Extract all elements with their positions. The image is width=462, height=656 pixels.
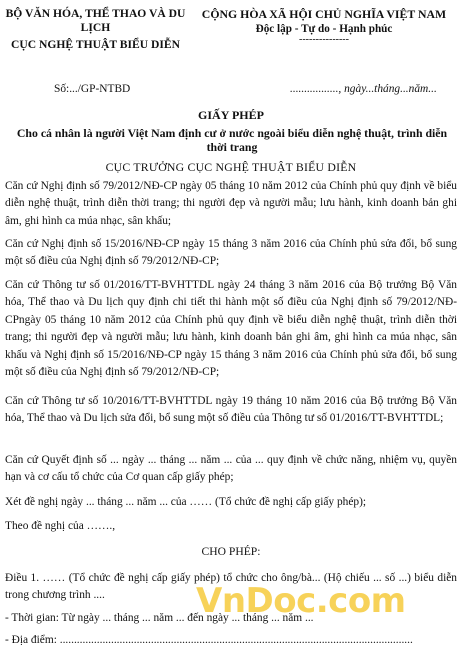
national-header <box>190 7 458 45</box>
proposal-paragraph: Xét đề nghị ngày ... tháng ... năm ... của …… (Tổ chức đề nghị cấp giấy phép); <box>5 496 367 508</box>
department-name: CỤC NGHỆ THUẬT BIỂU DIỄN <box>10 38 180 51</box>
nation-name: CỘNG HÒA XÃ HỘI CHỦ NGHĨA VIỆT NAM <box>201 7 447 21</box>
document-number: Số:.../GP-NTBD <box>54 83 131 95</box>
legal-basis-paragraph: Căn cứ Quyết định số ... ngày ... tháng ... năm ... của ... quy định về chức năng, nhiệm vụ, quyền hạn và cơ cấu tổ chức của Cơ quan cấp giấy phép; <box>5 454 457 484</box>
legal-basis-paragraph: Căn cứ Thông tư số 01/2016/TT-BVHTTDL ngày 24 tháng 3 năm 2016 của Bộ trưởng Bộ Văn hóa, Thể thao và Du lịch quy định chi tiết thi hành một số điều của Nghị định số 79/2012/NĐ-CPngày 05 tháng 10 năm 2012 của Chính phủ quy định về biểu diễn nghệ thuật, trình diễn thời trang; thi người đẹp và người mẫu; lưu hành, kinh doanh bản ghi âm, ghi hình ca múa nhạc, sân khấu và Nghị định số 15/2016/NĐ-CP ngày 15 tháng 3 năm 2016 của Chính phủ sửa đổi, bổ sung một số điều của Nghị định số 79/2012/NĐ-CP; <box>5 279 457 379</box>
national-motto: Độc lập - Tự do - Hạnh phúc <box>255 23 393 35</box>
ministry-name: BỘ VĂN HÓA, THỂ THAO VÀ DU LỊCH <box>5 7 186 34</box>
legal-basis-paragraph: Căn cứ Thông tư số 10/2016/TT-BVHTTDL ngày 19 tháng 10 năm 2016 của Bộ trưởng Bộ Văn hóa, Thể thao và Du lịch sửa đổi, bổ sung một số điều của Thông tư số 01/2016/TT-BVHTTDL; <box>5 395 457 425</box>
article-1: Điều 1. …… (Tổ chức đề nghị cấp giấy phép) tổ chức cho ông/bà... (Hộ chiếu ... số ...) biểu diễn trong chương trình .... <box>5 572 457 602</box>
issuing-authority: CỤC TRƯỞNG CỤC NGHỆ THUẬT BIỂU DIỄN <box>105 160 357 174</box>
place-line: - Địa điểm: ............................................................................................................................ <box>5 634 413 646</box>
legal-basis-paragraph: Căn cứ Nghị định số 79/2012/NĐ-CP ngày 05 tháng 10 năm 2012 của Chính phủ quy định về biểu diễn nghệ thuật, trình diễn thời trang; thi người đẹp và người mẫu; lưu hành, kinh doanh bản ghi âm, ghi hình ca múa nhạc, sân khấu; <box>5 180 457 227</box>
document-date: ................., ngày...tháng...năm... <box>290 83 437 95</box>
permit-heading: CHO PHÉP: <box>201 545 261 558</box>
legal-basis-paragraph: Căn cứ Nghị định số 15/2016/NĐ-CP ngày 15 tháng 3 năm 2016 của Chính phủ sửa đổi, bổ sung một số điều của Nghị định số 79/2012/NĐ-CP; <box>5 238 457 268</box>
motto-underline: --------------- <box>299 34 349 45</box>
time-line: - Thời gian: Từ ngày ... tháng ... năm ... đến ngày ... tháng ... năm ... <box>5 612 314 624</box>
document-title: GIẤY PHÉP <box>198 108 264 122</box>
recommendation-paragraph: Theo đề nghị của ……., <box>5 520 116 532</box>
site-watermark: VnDoc.com <box>196 581 406 621</box>
document-subtitle: Cho cá nhân là người Việt Nam định cư ở nước ngoài biểu diễn nghệ thuật, trình diễn thời trang <box>16 126 448 154</box>
issuing-agency-header <box>4 7 187 52</box>
